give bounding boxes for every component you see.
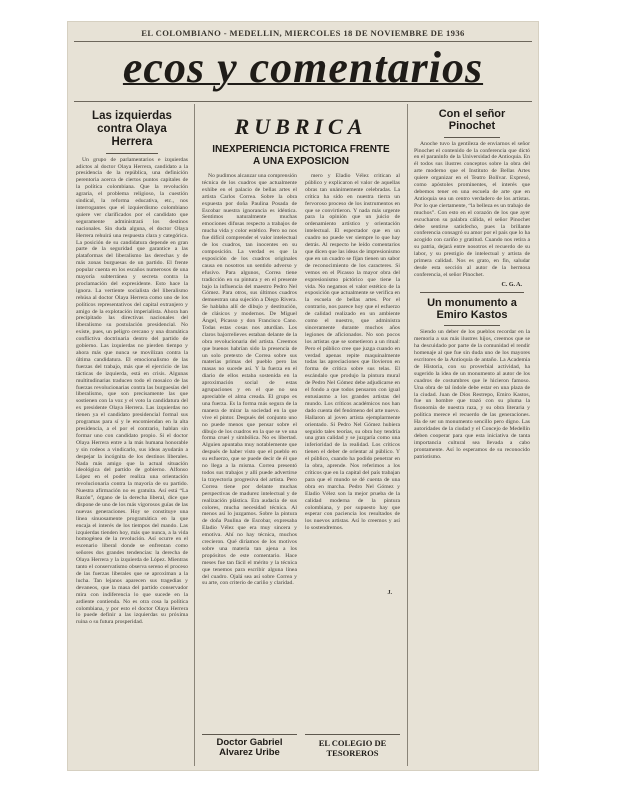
right-headline-2-rule (444, 325, 500, 326)
footer-headline-left: Doctor Gabriel Alvarez Uribe (202, 734, 297, 764)
right-article-body-a: Anoche tuvo la gentileza de enviarnos el señor Pinochet el contenido de la conferencia que dictó en el paraninfo de la Universidad de Antioquia. En él todos sus ilustres conceptos sobre la obra del arte moderno que el Instituto de Bellas Artes quiere organizar en el Teatro Bolívar. Expresó, como apóstoles prominentes, el interés que debemos tener en una escuela de arte que en Antioquia sea un centro verdadero de los artistas. Por lo que ciertamente, “la belleza es un trabajo de muchos”. Con esto en el corazón de los que ayer escucharon su palabra cálida, el señor Pinochet debe sentirse satisfecho, pues la brillante conferencia consagró su amor por el país que lo ha acogido con cariño y gratitud. Cuando nos retira a su patria, dejará entre nosotros el recuerdo de su labor, y su prestigio de intelectual y artista de primera calidad. Nos es grato, en fin, saludar desde esta sección al autor de la hermosa conferencia, el señor Pinochet. (414, 140, 530, 278)
newspaper-page (68, 22, 538, 770)
middle-article (202, 173, 400, 587)
middle-headline: INEXPERIENCIA PICTORICA FRENTE A UNA EXPOSICION (212, 144, 390, 167)
left-headline: Las izquierdas contra Olaya Herrera (92, 110, 172, 148)
section-banner: ecos y comentarios (122, 43, 484, 92)
rubrica-kicker: RUBRICA (234, 114, 368, 139)
footer-headlines (202, 734, 400, 764)
banner-rule (74, 101, 532, 102)
footer-headline-right: EL COLEGIO DE TESOREROS (305, 734, 400, 764)
column-separator-right (407, 104, 408, 766)
middle-column (202, 108, 400, 730)
left-article-body: Un grupo de parlamentarios e izquierdas adictos al doctor Olaya Herrera, candidato a la presidencia de la república, una definición perentoria acerca de ciertos puntos capitales de la política colombiana. Que la revolución agraria, el problema religioso, la cuestión sindical, la reforma educativa, etc., nos interrogantes que el izquierdismo colombiano quiere ver clarificados por el candidato que seguramente administrará los destinos nacionales. Sin duda alguna, el doctor Olaya Herrera rehuirá una respuesta clara y categórica. La posición de su candidatura depende en gran parte de la seguridad que garantice a las plataformas del liberalismo las derechas y de más zonas burguesas de un partido. El frente popular cuenta en los escaños numerosos de una mayoría subterránea y secreta contra la proclamación del expresidente. Esto hace la ignora. La vertiente socialista del liberalismo rehúsa al doctor Olaya Herrera como uno de los políticos representativos del capital extranjero y amigo de la explotación imperialista. Ahora han precipitado las directivas nacionales del liberalismo su postulación presidencial. No existe, pues, un peligro cercano y una dramática conflictiva doctrinaria dentro del partido de gobierno. Las izquierdas no pierden tiempo y ahora más que nunca se movilizan contra la última candidatura. El emocionalismo de las fuerzas del trabajo, más que el ejercicio de las tácticas de izquierda, está en crisis. Algunas multitudinarias traducen todo el mosaico de las fuerzas revolucionarias contra las burguesías del liberalismo, que son precisamente las que sostienen con la voz y el voto la candidatura del ex presidente Olaya Herrera. Las izquierdas no tienen ya el candidato presidencial formal sus programas para sí y le encomiendan en la alta presidencia, a el por el contrario, hablan sin formar uno con candidato propio. Si el doctor Olaya Herrera entre a la más humana honorable y sin rodeos a vindicarlo, sus ideas ayudarán a despejar la incógnita de los destinos liberales. Nada más amigo que la actual situación ideológica del partido de gobierno. Alfonso López en el poder realiza una orientación revolucionaria contra la mayoría de su partido. Nuestra afirmación no es gratuita. Así está “La Razón”, órgano de la derecha liberal, dice que dispone de uno de los más vigorosos guías de las nuevas generaciones. Hoy se constituye una línea sinuosamente programática en la que encaja el interés de los tiempos del mando. Las izquierdas tienden hoy, más que nunca, a la vida homogénea de la revolución. Así ocurre en el escenario liberal donde se enfrentan como señores dos grandes tendencias: la derecha de Olaya Herrera y la izquierda de López. Mientras tanto el conservatismo observa sereno el proceso de las fuerzas liberales que se aproximan a la lucha. Tan lejanos aparecen sus tragedias y devaneos, que la masa del partido conservador mira con indiferencia lo que sucede en la ardiente contienda. No es otra cosa la política colombiana, y por esto el doctor Olaya Herrera lo puede definir a las izquierdas su próxima ruina o su futura prosperidad. (76, 156, 188, 626)
right-headline-2: Un monumento a Emiro Kastos (427, 296, 517, 322)
right-article-body-b: Siendo un deber de los pueblos recordar en la memoria a sus más ilustres hijos, creemos que se ha descuidado por parte de la comunidad el rendir homenaje al que fue sin duda uno de los mayores escritores de la Antioquia de antaño. La Academia de Historia, con su proverbial actividad, ha sugerido la idea de un monumento al autor de los cuadros de costumbres que le hicieron famoso. Una obra de tal índole debe estar en una plaza de la ciudad. Juan de Dios Restrepo, Emiro Kastos, fue un hombre que trazó con su pluma la fisonomía de nuestra raza, y su obra literaria y política merece el recuerdo de las generaciones. Ha de ser un monumento sencillo pero digno. Las autoridades de la ciudad y el Concejo de Medellín deben cooperar para que esta iniciativa de tanta importancia cultural sea llevada a cabo prontamente. Así lo esperamos de su reconocido patriotismo. (414, 329, 530, 460)
right-headline: Con el señor Pinochet (438, 108, 506, 133)
right-signature: C. G. A. (501, 281, 522, 288)
right-section-rule (420, 292, 524, 293)
middle-signature: J. (387, 590, 392, 597)
masthead: EL COLOMBIANO - MEDELLIN, MIERCOLES 18 DE NOVIEMBRE DE 1936 (141, 28, 465, 38)
middle-article-body-a: No pudimos alcanzar una comprensión técnica de los cuadros que actualmente exhibe en el palacio de bellas artes el artista Carlos Correa. Sobre la obra expuesta por doña Paulina Posada de Escobar nuestra ignorancia es idéntica. Sentimos naturalmente muchas emociones difusas respecto a trabajos de mucha vida y color estético. Pero no nos fue difícil comprender el valor intelectual de los cuadros, tan inocentes en su composición. La verdad es que la exposición de los cuadros originales causa en nosotros un sentido adverso y efusivo. Para algunos, Correa tiene tradicción en su pintura y en el presente bajo la influencia del maestro Pedro Nel Gómez. Para otros, sus últimos cuadros demuestran una sujeción a Diego Rivera. Se hablaba allí de dibujo y destitución, de clásicos y modernos. De Miguel Ángel, Picasso y don Francisco Cano. Todas estas cosas nos aturdían. Los claros bajorrelieves estaban delante de la obra revolucionaria del artista. Creemos que buenos habrían sido la presencia de un solo pretexto de Correa sobre sus materias primas del pueblo pero las masas no sucede así. Y la fuerza en el diario de ellos estaba sostenida en la aproximación social de estas agrupaciones y en el que no sea apreciable el alma creada. El grupo es una fuerza. Es la forma más segura de la manera de mirar la sociedad en la que vive el pintor. Después del conjunto uno no puede menos que pensar sobre el dibujo de los cuadros en la que se ve una forma cruel y simbólica. No es libertad. Alguien apuntaba muy notablemente que después de haber visto que el pueblo en su esfuerzo, que se puede decir de él que no llega a la misma. Correa presentó todos sus trabajos y allí puede advertirse la trayectoria progresiva del artista. Pero Correa tiene por delante muchas perspectivas de madurez intelectual y de realización plástica. Era audacia de sus colores, mucha necesidad técnica. Al menos así lo juzgamos. Sobre la pintura de doña Paulina de Escobar, expresaba Eladio Vélez que era muy sincera y emotiva. Ahí no hay técnica, muchos crecieron. Qué diríamos de los motivos sobre una materia tan ajena a los propósitos de este comentario. Hace meses fue tan fácil el mérito y la técnica que tenemos para escribir alguna línea del cuadro. Ojalá sea así sobre Correa y su arte, con criterio de cariño y claridad. (202, 173, 297, 587)
left-headline-rule (106, 153, 158, 154)
right-headline-rule (444, 137, 500, 138)
column-separator-left (194, 104, 195, 766)
middle-article-body-b: mero y Eladio Vélez critican al público y explicaron el valor de aquellas obras tan unánimemente celebradas. La crítica ha sido en nuestra tierra un fervoroso proceso de los instrumentos en que se convirtieron. Y nada más urgente para la opinión que un juicio de ordenamiento artístico y orientación intelectual. El espectador que en un cuadro no puede ver siempre lo que hay detrás. Al respecto he leído comentarios que dicen que las ideas de impresionismo que en un cuadro se fijan tienen un sabor de reconocimiento de los caracteres. Si vemos en el Picasso la mayor obra del expresionismo pictórico que tiene la vida. No negamos el valor estético de la exposición que actualmente se verifica en la escuela de bellas artes. Por el contrario, nos parece hoy que el esfuerzo de calidad realizado en un ambiente como el nuestro, que administra sinceramente durante muchos años legiones de aficionados. No son pocos los artistas que se sometieron a un ritual: Pero el público cree que juzga cuando en verdad apenas repite maquinalmente todas las apreciaciones que llovieron en forma de crítica sobre sus telas. El escándalo que produjo la pintura mural de Pedro Nel Gómez debe adjudicarse en el fondo a que todos pensaron con igual entusiasmo a los grandes artistas del mundo. Los críticos académicos nos han dado cuenta del fenómeno del arte nuevo. Hallaron al joven artista ejemplarmente orientado. Si Pedro Nel Gómez hubiera seguido tales teorías, su obra hoy tendría una gran calidad y se juzgaría como una inferioridad de la realidad. Los críticos tienen el deber de orientar al público. Y el público, cuando ha podido penetrar en la obra, aprende. Nos referimos a los críticos que en la capital del país trabajan para que el mundo se dé cuenta de una obra en marcha. Pedro Nel Gómez y Eladio Vélez son la mejor prueba de la calidad moderna de la pintura colombiana, y por supuesto hay que esperar con paciencia los resultados de los nuevos artistas. Así lo creemos y así lo sostendremos. (305, 173, 400, 532)
left-column (76, 108, 188, 764)
right-column (414, 108, 530, 764)
